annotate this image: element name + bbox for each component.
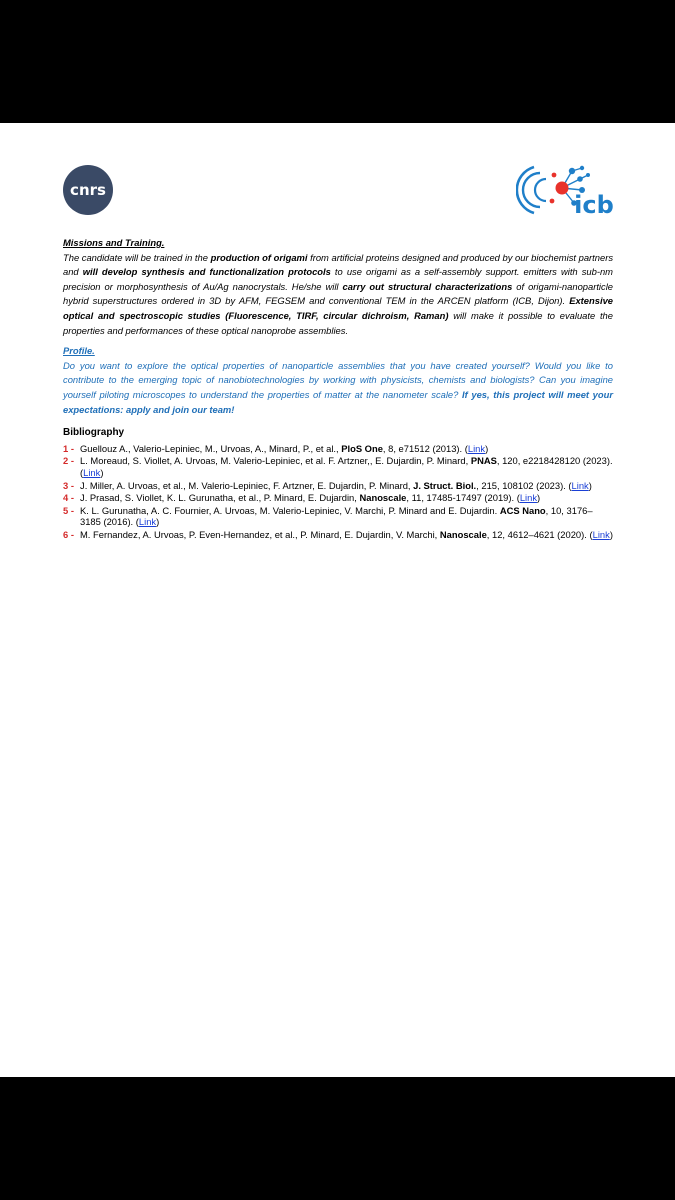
bibliography-text: Guellouz A., Valerio-Lepiniec, M., Urvoas, A., Minard, P., et al., PloS One, 8, e71512 (2013). (Link) [80,442,489,454]
bold-text-5: carry out structural characterizations [342,280,513,292]
bibliography-list [63,443,613,541]
citation-link[interactable]: Link [592,528,610,540]
citation-journal: Nanoscale [359,492,407,504]
bibliography-text: K. L. Gurunatha, A. C. Fournier, A. Urvoas, M. Valerio-Lepiniec, V. Marchi, P. Minard and E. Dujardin. ACS Nano, 10, 3176–3185 (2016). (Link) [80,504,593,528]
citation-authors: J. Miller, A. Urvoas, et al., M. Valerio-Lepiniec, F. Artzner, E. Dujardin, P. Minard, [80,479,414,491]
text-2: from artificial proteins designed and produced by our biochemist partners and [63,251,614,278]
bibliography-text: M. Fernandez, A. Urvoas, P. Even-Hernandez, et al., P. Minard, E. Dujardin, V. Marchi, Nanoscale, 12, 4612–4621 (2020). (Link) [80,528,613,540]
citation-link[interactable]: Link [83,466,101,478]
bibliography-text: L. Moreaud, S. Viollet, A. Urvoas, M. Valerio-Lepiniec, et al. F. Artzner,, E. Dujardin, P. Minard, PNAS, 120, e2218428120 (2023). (Link) [80,455,613,478]
citation-details: , 10, 3176–3185 (2016). [80,504,593,528]
bibliography-item [63,529,613,541]
citation-authors: Guellouz A., Valerio-Lepiniec, M., Urvoas, A., Minard, P., et al., [80,442,342,454]
citation-authors: L. Moreaud, S. Viollet, A. Urvoas, M. Valerio-Lepiniec, et al. F. Artzner,, E. Dujardin, P. Minard, [80,455,471,467]
bold-text-7: Extensive optical and spectroscopic studies (Fluorescence, TIRF, circular dichroism, Raman) [63,295,613,321]
icb-logo [516,161,616,219]
document-page [0,123,675,1077]
citation-details: , 120, e2218428120 (2023). [496,455,613,467]
bold-text-3: will develop synthesis and functionalization protocols [82,266,331,278]
citation-link[interactable]: Link [519,492,538,504]
citation-journal: ACS Nano [499,504,546,516]
bibliography-text: J. Prasad, S. Viollet, K. L. Gurunatha, et al., P. Minard, E. Dujardin, Nanoscale, 11, 17485-17497 (2019). (Link) [80,492,541,504]
citation-details: , 8, e71512 (2013). [382,442,465,454]
bibliography-number: 2 - [63,455,74,467]
citation-authors: M. Fernandez, A. Urvoas, P. Even-Hernandez, et al., P. Minard, E. Dujardin, V. Marchi, [80,528,440,540]
citation-authors: K. L. Gurunatha, A. C. Fournier, A. Urvoas, M. Valerio-Lepiniec, V. Marchi, P. Minard and E. Dujardin. [80,504,500,516]
svg-text:cnrs: cnrs [70,181,106,199]
text-6: of origami-nanoparticle hybrid superstructures ordered in 3D by AFM, FEGSEM and conventional TEM in the ARCEN platform (ICB, Dijon). [63,280,614,307]
text-0: The candidate will be trained in the [63,251,211,263]
bibliography-item [63,443,613,455]
citation-link[interactable]: Link [571,479,589,491]
citation-details: , 215, 108102 (2023). [476,479,569,491]
svg-text:icb: icb [574,191,614,219]
missions-paragraph [63,251,613,339]
citation-journal: J. Struct. Biol. [413,479,477,491]
bibliography-text: J. Miller, A. Urvoas, et al., M. Valerio-Lepiniec, F. Artzner, E. Dujardin, P. Minard, J. Struct. Biol., 215, 108102 (2023). (Link) [80,479,592,491]
bibliography-item [63,492,613,504]
citation-details: , 12, 4612–4621 (2020). [486,528,590,540]
bibliography-title: Bibliography [63,427,125,439]
bold-text-1: If yes, this project will meet your expectations: apply and join our team! [63,388,613,415]
bibliography-item [63,505,613,528]
text-0: Do you want to explore the optical properties of nanoparticle assemblies that you have created yourself? Would you like to contribute to the emerging topic of nanobiotechnologies by working with physicists, chemists and biologists? Can you imagine yourself piloting microscopes to understand the properties of matter at the nanometer scale? [63,359,613,400]
citation-journal: PNAS [470,455,497,467]
citation-link[interactable]: Link [467,442,486,454]
text-8: will make it possible to evaluate the properties and performances of these optical nanoprobe assemblies. [63,309,613,336]
citation-authors: J. Prasad, S. Viollet, K. L. Gurunatha, et al., P. Minard, E. Dujardin, [80,492,360,504]
profile-paragraph [63,359,613,417]
text-4: to use origami as a self-assembly support. emitters with sub-nm precision or morphosynthesis of Au/Ag nanocrystals. He/she will [63,266,613,292]
citation-journal: PloS One [341,442,383,454]
bibliography-item [63,455,613,478]
bibliography-number: 3 - [63,479,74,491]
citation-details: , 11, 17485-17497 (2019). [406,492,517,504]
cnrs-logo [62,164,114,216]
profile-title: Profile. [63,345,95,357]
citation-link[interactable]: Link [138,516,157,528]
citation-journal: Nanoscale [439,528,487,540]
bibliography-item [63,480,613,492]
document-body [63,236,613,541]
bold-text-1: production of origami [210,251,308,263]
missions-title: Missions and Training. [63,237,165,248]
bibliography-number: 1 - [63,442,74,454]
bibliography-number: 6 - [63,528,74,540]
bibliography-number: 4 - [63,492,74,504]
bibliography-number: 5 - [63,504,74,516]
